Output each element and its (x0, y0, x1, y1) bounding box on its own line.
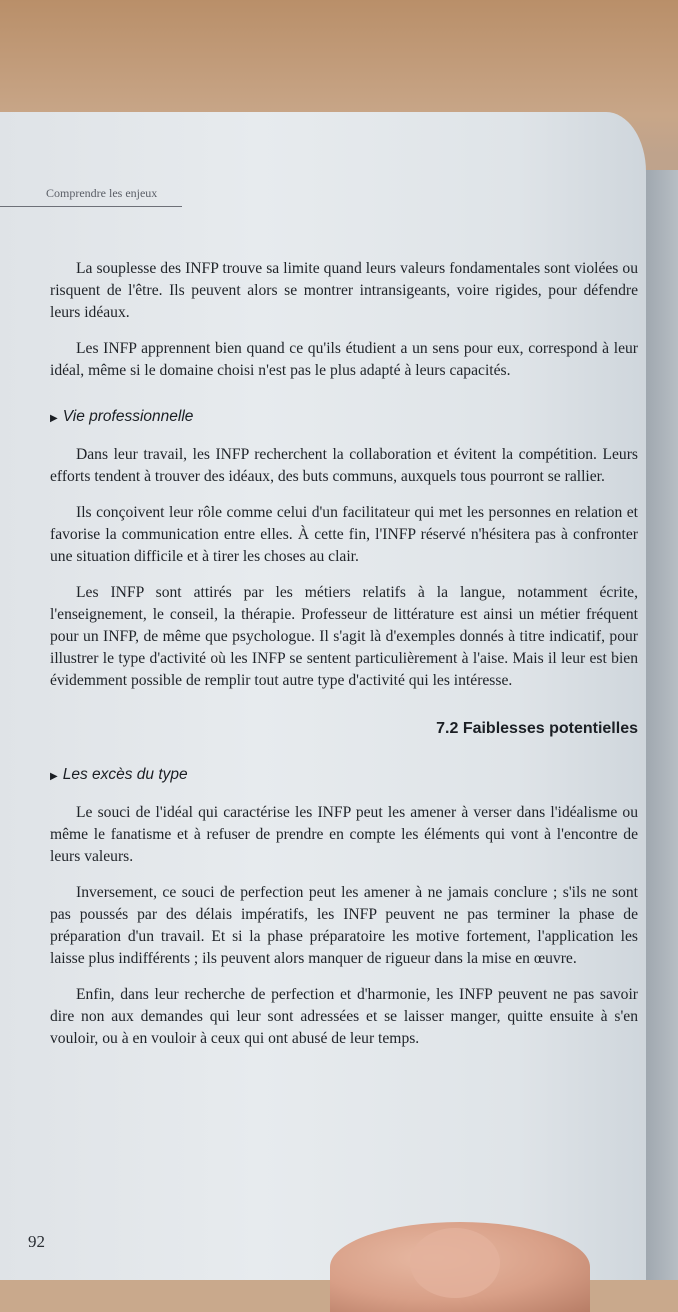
section-heading-exces (50, 764, 638, 788)
running-head: Comprendre les enjeux (46, 186, 158, 200)
section-heading-vie-professionnelle (50, 406, 638, 430)
heading-text: Vie professionnelle (62, 408, 194, 425)
chapter-heading-faiblesses: 7.2 Faiblesses potentielles (436, 720, 638, 737)
paragraph: Les INFP sont attirés par les métiers relatifs à la langue, notamment écrite, l'enseignement, le conseil, la thérapie. Professeur de littérature est ainsi un métier fréquent pour un INFP, de même que psychologue. Il s'agit là d'exemples donnés à titre indicatif, pour illustrer le type d'activité où les INFP se sentent particulièrement à l'aise. Mais il leur est bien évidemment possible de remplir tout autre type d'activité qui les intéresse. (50, 584, 638, 689)
paragraph: Enfin, dans leur recherche de perfection et d'harmonie, les INFP peuvent ne pas savoir dire non aux demandes qui leur sont adressées et se laisser manger, quitte ensuite à s'en vouloir, ou à en vouloir à ceux qui ont abusé de leur temps. (50, 986, 638, 1047)
page-body (50, 258, 638, 1064)
paragraph: Ils conçoivent leur rôle comme celui d'un facilitateur qui met les personnes en relation et favorise la communication entre elles. À cette fin, l'INFP réservé n'hésitera pas à confronter une situation difficile et à tirer les choses au clair. (50, 504, 638, 565)
paragraph: Les INFP apprennent bien quand ce qu'ils étudient a un sens pour eux, correspond à leur idéal, même si le domaine choisi n'est pas le plus adapté à leurs capacités. (50, 340, 638, 379)
paragraph: Inversement, ce souci de perfection peut les amener à ne jamais conclure ; s'ils ne sont pas poussés par des délais impératifs, les INFP peuvent ne pas terminer la phase de préparation d'un travail. Et si la phase préparatoire les motive fortement, l'application les laisse plus indifférents ; ils peuvent alors manquer de rigueur dans la mise en œuvre. (50, 884, 638, 967)
thumb-highlight-shape (410, 1228, 500, 1298)
page-number: 92 (28, 1232, 45, 1251)
running-head-rule (0, 206, 182, 207)
bullet-triangle-icon: ▶ (50, 771, 58, 782)
heading-text: Les excès du type (62, 766, 188, 783)
paragraph: Dans leur travail, les INFP recherchent la collaboration et évitent la compétition. Leurs efforts tendent à trouver des idéaux, des buts communs, auxquels tous pourront se rallier. (50, 446, 638, 485)
bullet-triangle-icon: ▶ (50, 413, 58, 424)
paragraph: La souplesse des INFP trouve sa limite quand leurs valeurs fondamentales sont violées ou risquent de l'être. Ils peuvent alors se montrer intransigeants, voire rigides, pour défendre leurs idéaux. (50, 260, 638, 321)
paragraph: Le souci de l'idéal qui caractérise les INFP peut les amener à verser dans l'idéalisme ou même le fanatisme et à refuser de prendre en compte les éléments qui vont à l'encontre de leurs valeurs. (50, 804, 638, 865)
